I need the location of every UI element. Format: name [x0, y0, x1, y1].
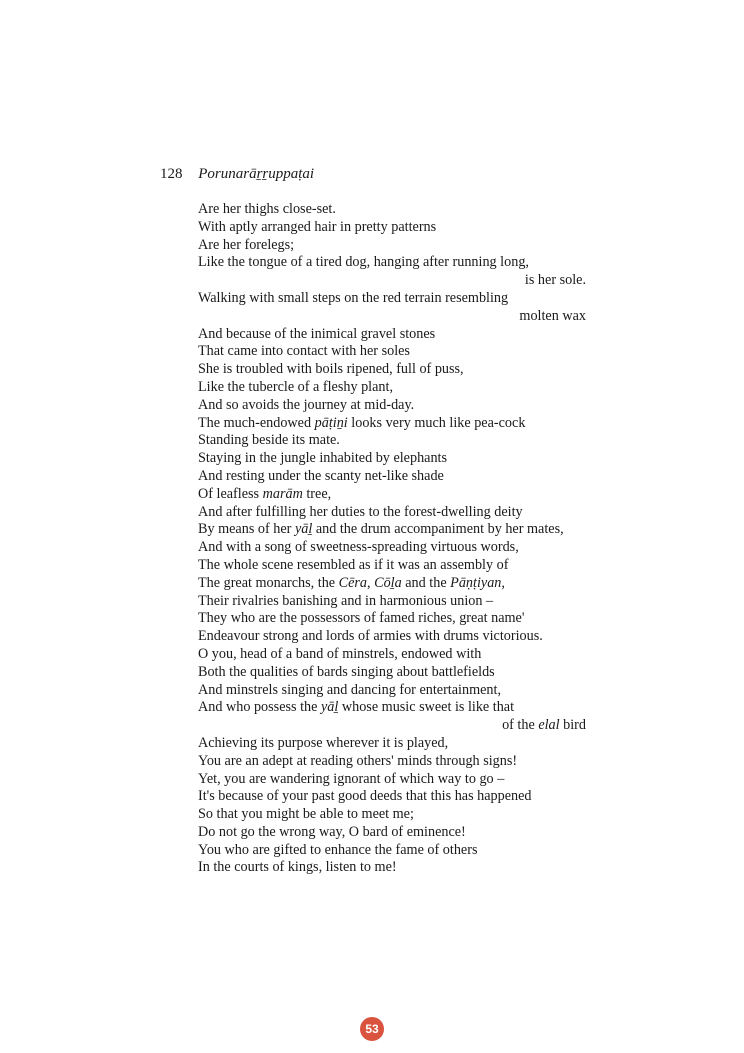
book-title: Porunarāṟṟuppaṭai	[198, 166, 315, 182]
poem-line: Walking with small steps on the red terrain resembling	[198, 289, 509, 306]
poem-line: Staying in the jungle inhabited by elephants	[198, 450, 448, 467]
poem-line: And who possess the yāḻ whose music sweet is like that	[198, 699, 515, 716]
poem-line: With aptly arranged hair in pretty patterns	[198, 218, 437, 235]
poem-line: And with a song of sweetness-spreading virtuous words,	[198, 539, 519, 556]
page-badge: 53	[360, 1017, 384, 1041]
poem-line: You are an adept at reading others' minds through signs!	[198, 752, 518, 769]
poem-line: Standing beside its mate.	[198, 432, 340, 449]
poem-line: And after fulfilling her duties to the forest-dwelling deity	[198, 503, 523, 520]
poem-line: The much-endowed pāṭiṉi looks very much like pea-cock	[198, 414, 526, 431]
poem-line: It's because of your past good deeds that this has happened	[198, 788, 532, 805]
poem-line: Both the qualities of bards singing about battlefields	[198, 663, 495, 680]
poem-line: Yet, you are wandering ignorant of which way to go –	[198, 770, 505, 787]
poem-line: The great monarchs, the Cēra, Cōḻa and the Pāṇṭiyan,	[198, 574, 505, 591]
running-header	[160, 166, 314, 183]
poem-line: You who are gifted to enhance the fame of others	[198, 841, 478, 858]
poem-line-continuation: molten wax	[519, 307, 586, 324]
poem-line: O you, head of a band of minstrels, endowed with	[198, 645, 482, 662]
poem-line: Do not go the wrong way, O bard of eminence!	[198, 823, 466, 840]
page-number: 128	[160, 166, 183, 182]
poem-line: Achieving its purpose wherever it is played,	[198, 734, 449, 751]
poem-line: In the courts of kings, listen to me!	[198, 859, 397, 876]
poem-line-continuation: of the elal bird	[502, 717, 586, 734]
poem-line: Are her forelegs;	[198, 236, 295, 253]
poem-line: By means of her yāḻ and the drum accompaniment by her mates,	[198, 521, 564, 538]
poem-line: So that you might be able to meet me;	[198, 806, 414, 823]
poem-line: Like the tongue of a tired dog, hanging after running long,	[198, 254, 529, 271]
poem-line: Like the tubercle of a fleshy plant,	[198, 378, 394, 395]
poem-line: Of leafless marām tree,	[198, 485, 332, 502]
poem-line: And so avoids the journey at mid-day.	[198, 396, 415, 413]
poem-line: She is troubled with boils ripened, full of puss,	[198, 361, 464, 378]
poem-line: That came into contact with her soles	[198, 343, 410, 360]
poem-line: And minstrels singing and dancing for entertainment,	[198, 681, 501, 698]
poem-line: Their rivalries banishing and in harmonious union –	[198, 592, 494, 609]
poem-line: They who are the possessors of famed riches, great name'	[198, 610, 525, 627]
poem-line: And resting under the scanty net-like shade	[198, 467, 444, 484]
poem-line-continuation: is her sole.	[524, 272, 586, 289]
poem-line: Endeavour strong and lords of armies with drums victorious.	[198, 628, 543, 645]
poem-line: And because of the inimical gravel stones	[198, 325, 436, 342]
poem-line: The whole scene resembled as if it was an assembly of	[198, 556, 509, 573]
poem-line: Are her thighs close-set.	[198, 201, 336, 217]
poem-text	[198, 201, 586, 877]
